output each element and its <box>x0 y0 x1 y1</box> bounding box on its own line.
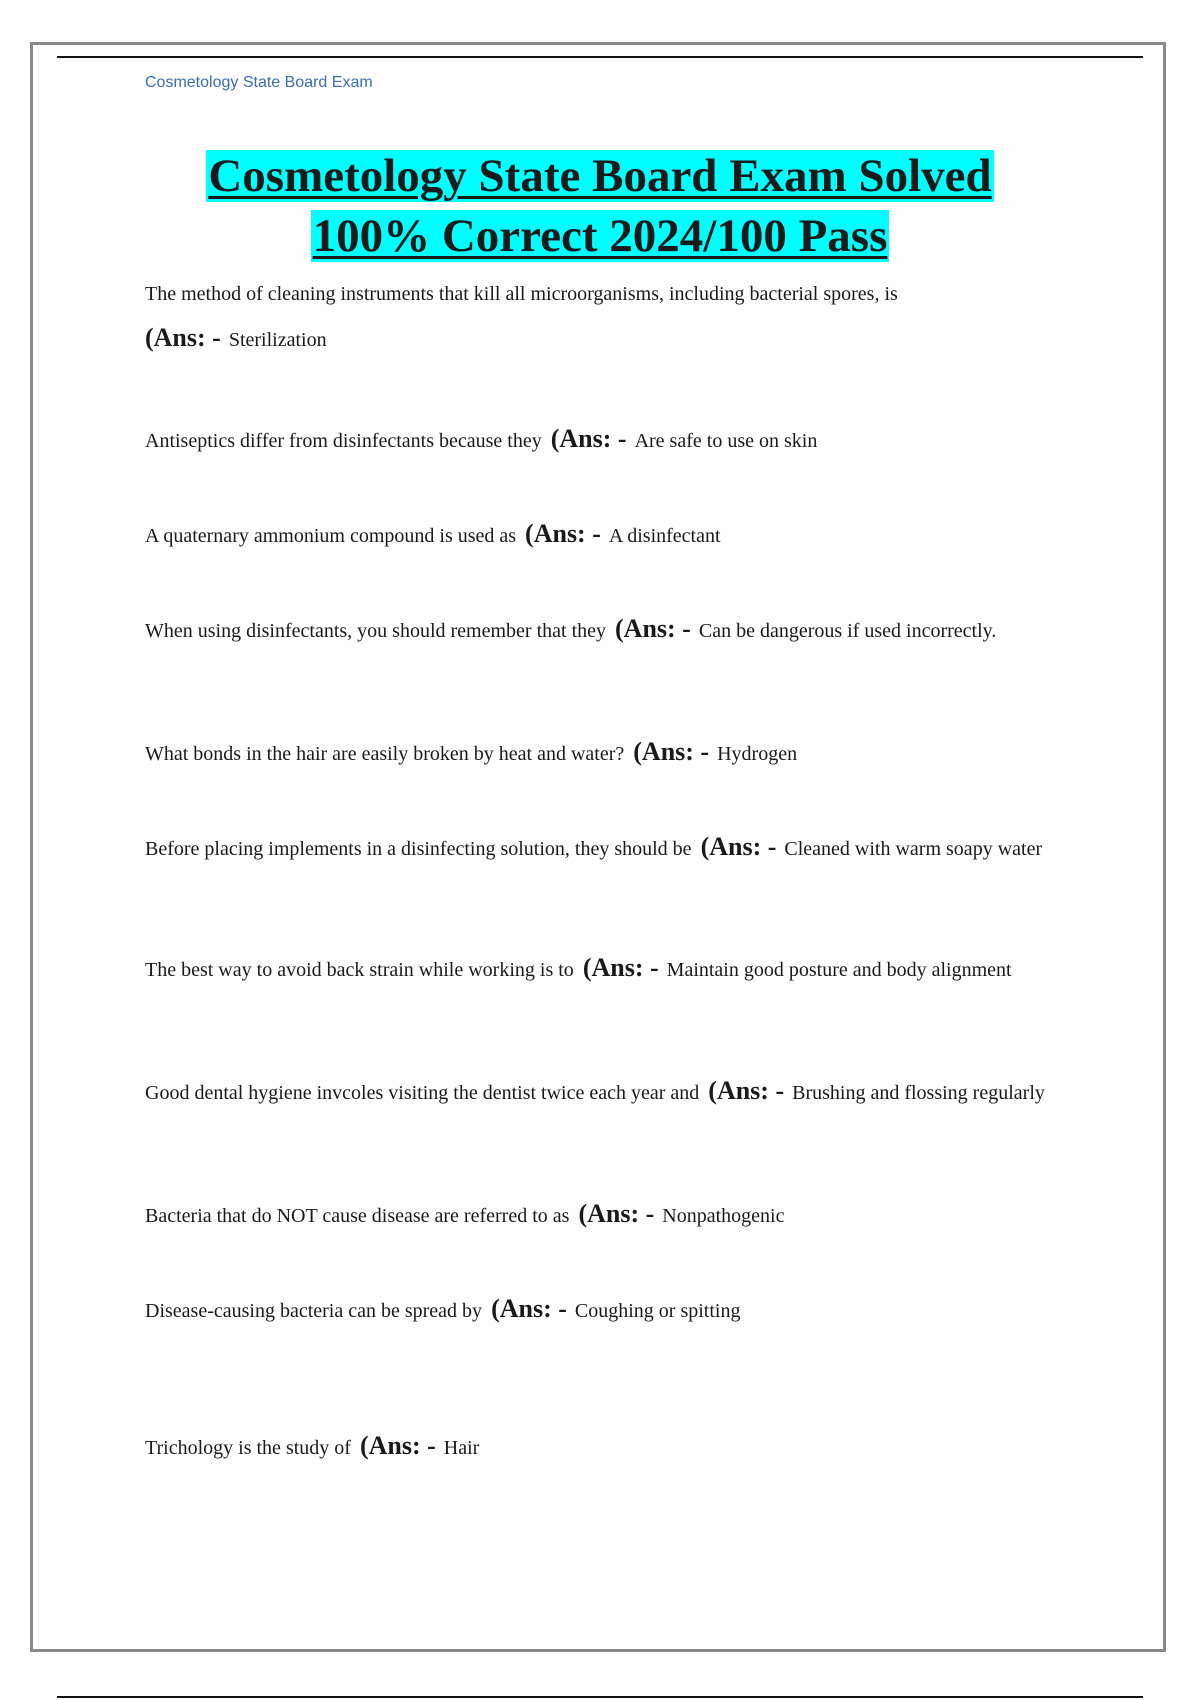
title-line-1: Cosmetology State Board Exam Solved <box>208 150 992 202</box>
question-text: Disease-causing bacteria can be spread by <box>145 1300 483 1322</box>
qa-item-8 <box>145 1076 1065 1108</box>
answer-text: Are safe to use on skin <box>634 430 818 452</box>
qa-item-11 <box>145 1431 1065 1463</box>
question-text: The method of cleaning instruments that kill all microorganisms, including bacterial spores, is <box>145 283 898 305</box>
qa-item-1 <box>145 279 1065 355</box>
answer-prefix: (Ans: - <box>708 1076 785 1105</box>
qa-item-9 <box>145 1199 1065 1231</box>
question-text: Bacteria that do NOT cause disease are referred to as <box>145 1205 570 1227</box>
answer-prefix: (Ans: - <box>525 519 601 548</box>
question-text: Antiseptics differ from disinfectants because they <box>145 430 542 452</box>
answer-text: Brushing and flossing regularly <box>792 1082 1045 1104</box>
document-title <box>145 146 1055 266</box>
answer-text: Coughing or spitting <box>574 1300 741 1322</box>
answer-text: Cleaned with warm soapy water <box>784 838 1043 860</box>
title-line-2: 100% Correct 2024/100 Pass <box>312 210 888 262</box>
answer-text: Can be dangerous if used incorrectly. <box>698 620 997 642</box>
answer-prefix: (Ans: - <box>145 323 221 352</box>
question-text: Before placing implements in a disinfecting solution, they should be <box>145 838 692 860</box>
answer-prefix: (Ans: - <box>491 1294 567 1323</box>
answer-prefix: (Ans: - <box>578 1199 655 1228</box>
question-text: When using disinfectants, you should remember that they <box>145 620 607 642</box>
answer-prefix: (Ans: - <box>633 737 710 766</box>
answer-line <box>145 323 1065 355</box>
question-text: Trichology is the study of <box>145 1437 351 1459</box>
qa-item-5 <box>145 737 1065 769</box>
qa-item-6 <box>145 832 1065 864</box>
answer-prefix: (Ans: - <box>550 424 627 453</box>
qa-item-2 <box>145 424 1065 456</box>
running-header: Cosmetology State Board Exam <box>145 74 373 91</box>
answer-text: Sterilization <box>228 329 327 351</box>
answer-text: A disinfectant <box>608 525 721 547</box>
question-text: Good dental hygiene invcoles visiting the dentist twice each year and <box>145 1082 700 1104</box>
answer-prefix: (Ans: - <box>700 832 777 861</box>
answer-prefix: (Ans: - <box>615 614 691 643</box>
answer-prefix: (Ans: - <box>582 953 659 982</box>
answer-text: Nonpathogenic <box>662 1205 785 1227</box>
qa-item-3 <box>145 519 1065 551</box>
qa-item-7 <box>145 953 1065 985</box>
top-rule <box>57 56 1143 58</box>
qa-item-10 <box>145 1294 1065 1326</box>
qa-item-4 <box>145 614 1065 646</box>
answer-text: Hair <box>443 1437 480 1459</box>
bottom-rule <box>57 1696 1143 1698</box>
answer-prefix: (Ans: - <box>359 1431 436 1460</box>
answer-text: Maintain good posture and body alignment <box>666 959 1012 981</box>
question-text: What bonds in the hair are easily broken by heat and water? <box>145 743 625 765</box>
question-text: A quaternary ammonium compound is used as <box>145 525 517 547</box>
question-text: The best way to avoid back strain while working is to <box>145 959 574 981</box>
answer-text: Hydrogen <box>717 743 798 765</box>
